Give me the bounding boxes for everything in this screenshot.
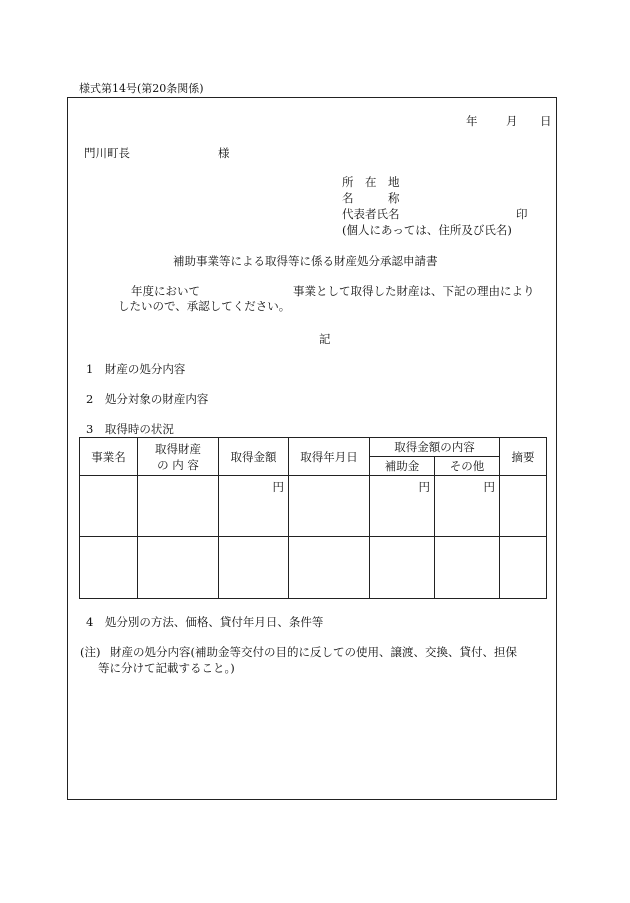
cell-project xyxy=(80,476,138,537)
applicant-note: (個人にあっては、住所及び氏名) xyxy=(342,223,512,237)
item-4: 4 処分別の方法、価格、貸付年月日、条件等 xyxy=(86,615,324,629)
header-property xyxy=(138,438,219,476)
header-amount: 取得金額 xyxy=(219,438,289,476)
document-title: 補助事業等による取得等に係る財産処分承認申請書 xyxy=(173,254,438,268)
cell-remarks xyxy=(500,476,547,537)
cell-property xyxy=(138,476,219,537)
note-line2: 等に分けて記載すること。) xyxy=(98,661,235,675)
applicant-address-label: 所 在 地 xyxy=(342,175,400,189)
body-line1-b: 事業として取得した財産は、下記の理由により xyxy=(293,284,535,298)
applicant-rep-label: 代表者氏名 xyxy=(342,207,400,221)
addressee-name: 門川町長 xyxy=(84,146,130,160)
date-year: 年 xyxy=(466,114,478,128)
cell-property xyxy=(138,537,219,599)
cell-project xyxy=(80,537,138,599)
header-property-line1: 取得財産 xyxy=(155,441,201,456)
acquisition-status-table xyxy=(79,437,547,599)
body-line2: したいので、承認してください。 xyxy=(118,299,291,313)
item-3: 3 取得時の状況 xyxy=(86,422,174,436)
item-1: 1 財産の処分内容 xyxy=(86,362,186,376)
table-row xyxy=(80,476,547,537)
cell-date xyxy=(289,476,370,537)
cell-other-unit: 円 xyxy=(435,476,500,537)
header-project: 事業名 xyxy=(80,438,138,476)
cell-other xyxy=(435,537,500,599)
item-2: 2 処分対象の財産内容 xyxy=(86,392,209,406)
ki-heading: 記 xyxy=(319,332,331,346)
header-date: 取得年月日 xyxy=(289,438,370,476)
addressee-honorific: 様 xyxy=(218,146,230,160)
header-subsidy: 補助金 xyxy=(370,457,435,476)
form-number: 様式第14号(第20条関係) xyxy=(79,82,204,95)
cell-subsidy-unit: 円 xyxy=(370,476,435,537)
applicant-name-label: 名 称 xyxy=(342,191,400,205)
seal-mark: 印 xyxy=(516,207,528,221)
cell-subsidy xyxy=(370,537,435,599)
date-day: 日 xyxy=(540,114,552,128)
table-row xyxy=(80,537,547,599)
note-prefix: (注) xyxy=(80,645,101,659)
header-property-line2: の 内 容 xyxy=(157,457,199,472)
body-line1-a: 年度において xyxy=(131,284,200,298)
cell-remarks xyxy=(500,537,547,599)
header-remarks: 摘要 xyxy=(500,438,547,476)
cell-amount xyxy=(219,537,289,599)
cell-date xyxy=(289,537,370,599)
note-line1: 財産の処分内容(補助金等交付の目的に反しての使用、譲渡、交換、貸付、担保 xyxy=(110,645,517,659)
cell-amount-unit: 円 xyxy=(219,476,289,537)
header-breakdown: 取得金額の内容 xyxy=(370,438,500,457)
date-month: 月 xyxy=(506,114,518,128)
header-other: その他 xyxy=(435,457,500,476)
